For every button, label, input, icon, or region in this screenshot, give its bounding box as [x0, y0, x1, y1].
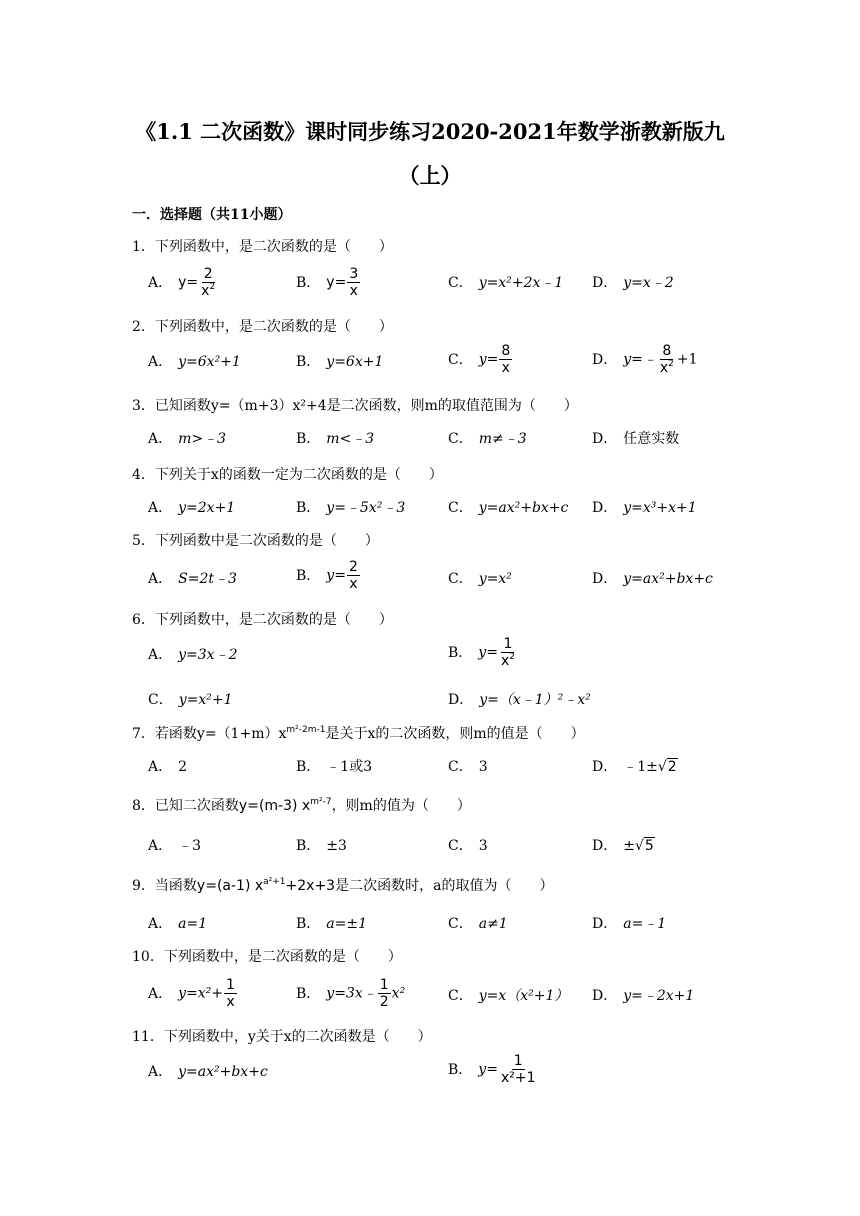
question-5: 5．下列函数中是二次函数的是（ ）	[132, 533, 379, 549]
q1-option-c: C． y=x²+2x﹣1	[448, 275, 564, 291]
q7-option-c: C． 3	[448, 759, 488, 775]
q9-option-d: D． a=﹣1	[592, 916, 667, 932]
question-2: 2．下列函数中，是二次函数的是（ ）	[132, 319, 393, 335]
q5-option-d: D． y=ax²+bx+c	[592, 571, 713, 587]
q10-option-c: C． y=x（x²+1）	[448, 988, 569, 1004]
q2-option-c: C． y= $\frac{8}{x}$	[448, 343, 511, 376]
q3-option-d: D． 任意实数	[592, 431, 680, 447]
q8-option-d: D． ±√5	[592, 838, 654, 854]
fraction: $\frac{1}{x^2}$	[500, 636, 515, 669]
q8-option-b: B． ±3	[296, 838, 347, 854]
question-1: 1．下列函数中，是二次函数的是（ ）	[132, 239, 393, 255]
question-6: 6．下列函数中，是二次函数的是（ ）	[132, 612, 393, 628]
q6-option-b: B． y= $\frac{1}{x^2}$	[448, 636, 515, 669]
q4-option-b: B． y=﹣5x²﹣3	[296, 500, 406, 516]
q7-option-b: B． ﹣1或3	[296, 759, 373, 775]
q6-option-a: A． y=3x﹣2	[148, 647, 238, 663]
q9-option-a: A． a=1	[148, 916, 208, 932]
q10-option-d: D． y=﹣2x+1	[592, 988, 695, 1004]
q3-option-b: B． m<﹣3	[296, 431, 375, 447]
q8-option-c: C． 3	[448, 838, 488, 854]
q4-option-d: D． y=x³+x+1	[592, 500, 697, 516]
q10-option-a: A． y=x²+ $\frac{1}{x}$	[148, 977, 235, 1010]
document-title-line2: （上）	[398, 163, 462, 188]
q5-option-c: C． y=x²	[448, 571, 512, 587]
document-title: 《1.1 二次函数》课时同步练习2020-2021年数学浙教新版九	[135, 119, 725, 144]
question-4: 4．下列关于x的函数一定为二次函数的是（ ）	[132, 467, 443, 483]
q3-option-c: C． m≠﹣3	[448, 431, 527, 447]
question-7: 7．若函数$y=(1+m)x^{m^2-2m-1}$是关于x的二次函数，则m的值是（ ）	[132, 725, 585, 742]
q4-option-c: C． y=ax²+bx+c	[448, 500, 569, 516]
radical-icon: √	[634, 838, 644, 854]
question-3: 3．已知函数y=（m+3）x²+4是二次函数，则m的取值范围为（ ）	[132, 398, 578, 414]
fraction: $\frac{2}{x^2}$	[201, 266, 216, 299]
fraction: $\frac{3}{x}$	[349, 266, 359, 299]
fraction: $\frac{2}{x}$	[348, 559, 358, 592]
q5-option-a: A． S=2t﹣3	[148, 571, 237, 587]
q1-option-a: A． y= $\frac{2}{x^2}$	[148, 266, 216, 299]
q9-option-b: B． a=±1	[296, 916, 368, 932]
q9-option-c: C． a≠1	[448, 916, 508, 932]
q3-option-a: A． m>﹣3	[148, 431, 227, 447]
fraction: $\frac{8}{x}$	[501, 343, 511, 376]
q11-option-b: B． y= $\frac{1}{\text{x²+1}}$	[448, 1053, 536, 1086]
question-10: 10．下列函数中，是二次函数的是（ ）	[132, 949, 402, 965]
q1-option-d: D． y=x﹣2	[592, 275, 674, 291]
q6-option-d: D． y=（x﹣1）²﹣x²	[448, 692, 591, 708]
question-9: 9．当函数y=(a-1) $x^{a^2+1}+2x+3$是二次函数时，a的取值为（ ）	[132, 877, 554, 894]
q10-option-b: B． y=3x﹣ $\frac{1}{2}$ x²	[296, 977, 406, 1010]
q6-option-c: C． y=x²+1	[148, 692, 233, 708]
fraction: $\frac{1}{x}$	[226, 977, 235, 1010]
section-heading: 一．选择题（共11小题）	[132, 207, 292, 223]
q8-option-a: A． ﹣3	[148, 838, 202, 854]
fraction: $\frac{1}{2}$	[379, 977, 389, 1010]
fraction: $\frac{8}{x^2}$	[659, 343, 674, 376]
q11-option-a: A． y=ax²+bx+c	[148, 1064, 268, 1080]
q7-option-d: D． ﹣1±√2	[592, 759, 677, 775]
q4-option-a: A． y=2x+1	[148, 500, 236, 516]
q2-option-a: A． y=6x²+1	[148, 354, 241, 370]
question-11: 11．下列函数中，y关于x的二次函数是（ ）	[132, 1029, 432, 1045]
q1-option-b: B． y= $\frac{3}{x}$	[296, 266, 359, 299]
q2-option-d: D． y=﹣ $\frac{8}{x^2}$ +1	[592, 343, 698, 376]
q7-option-a: A． 2	[148, 759, 188, 775]
fraction: $\frac{1}{\text{x²+1}}$	[500, 1053, 536, 1086]
q5-option-b: B． y= $\frac{2}{x}$	[296, 559, 358, 592]
q2-option-b: B． y=6x+1	[296, 354, 384, 370]
question-8: 8．已知二次函数y=(m-3) $x^{m^2-7}$，则m的值为（ ）	[132, 797, 471, 814]
radical-icon: √	[657, 759, 667, 775]
